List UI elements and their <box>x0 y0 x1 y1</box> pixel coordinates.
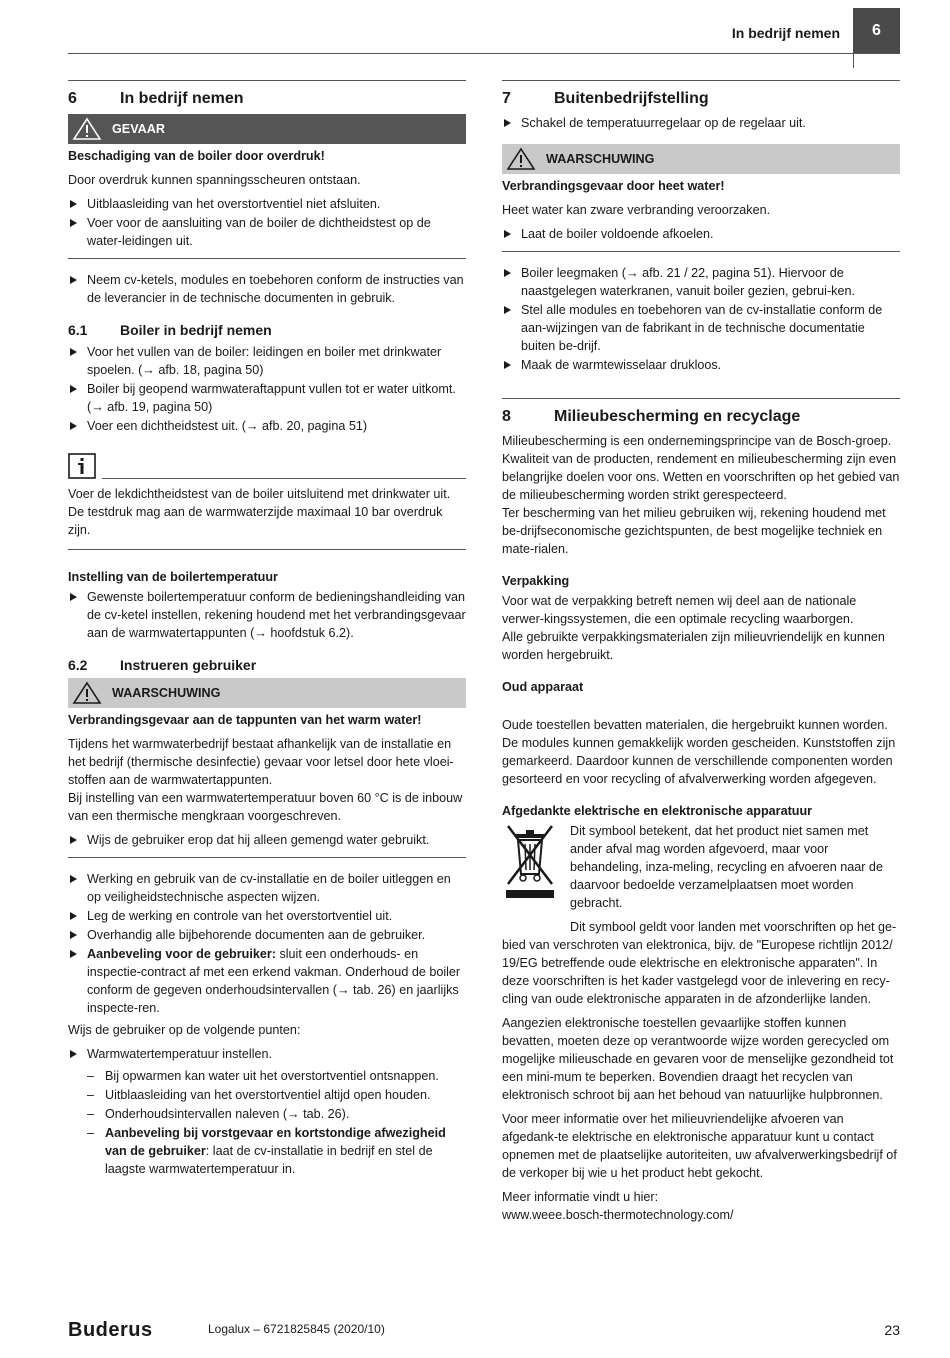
section-6-list <box>68 271 466 307</box>
warning-heading: Verbrandingsgevaar door heet water! <box>502 179 725 193</box>
temp-list <box>68 588 466 642</box>
list-item: Warmwatertemperatuur instellen. <box>68 1045 466 1063</box>
weee-symbol <box>502 822 570 918</box>
section-6 <box>68 80 466 108</box>
warning-bar <box>68 678 466 708</box>
list-item: Uitblaasleiding van het overstortventiel niet afsluiten. <box>68 195 466 213</box>
header-tick <box>853 54 854 68</box>
info-icon <box>68 453 96 479</box>
paragraph: Oude toestellen bevatten materialen, die hergebruikt kunnen worden. De modules kunnen gemakkelijk worden gescheiden. Kunststoffen zijn gemarkeerd. Daardoor kunnen de verschillende componenten worden gesorteerd en voor recycling of afvalverwerking worden afgegeven. <box>502 718 896 786</box>
sublist-item: – Aanbeveling bij vorstgevaar en kortstondige afwezigheid van de gebruiker: laat de cv-installatie in bedrijf en stel de laagste warmwatertemperatuur in. <box>87 1124 466 1178</box>
buderus-logo: Buderus <box>68 1319 153 1341</box>
warning-text: Heet water kan zware verbranding veroorzaken. <box>502 203 771 217</box>
packaging-heading: Verpakking <box>502 574 570 588</box>
left-column <box>68 80 466 1179</box>
list-item: Voer een dichtheidstest uit. (→ afb. 20, pagina 51) <box>68 417 466 435</box>
list-item: Voor het vullen van de boiler: leidingen en boiler met drinkwater spoelen. (→ afb. 18, pagina 50) <box>68 343 466 379</box>
header-rule <box>68 53 900 54</box>
weee-heading: Afgedankte elektrische en elektronische apparatuur <box>502 804 813 818</box>
points-list <box>68 1045 466 1063</box>
chapter-number-tab: 6 <box>853 8 900 54</box>
list-item: Gewenste boilertemperatuur conform de bedieningshandleiding van de cv-ketel instellen, rekening houdend met het verbrandingsgevaar aan de warmwatertappunten (→ hoofdstuk 6.2). <box>68 588 466 642</box>
sublist-item: – Uitblaasleiding van het overstortventiel altijd open houden. <box>87 1086 466 1104</box>
warning-text: Bij instelling van een warmwatertemperatuur boven 60 °C is de inbouw van een thermische mengkraan voorgeschreven. <box>68 791 463 823</box>
section-6-2-list <box>68 870 466 1017</box>
sublist-item: – Onderhoudsintervallen naleven (→ tab. 26). <box>87 1105 466 1123</box>
section-8 <box>502 398 900 426</box>
section-7-list <box>502 264 900 374</box>
list-item: Werking en gebruik van de cv-installatie en de boiler uitleggen en op veiligheidstechnische aspecten wijzen. <box>68 870 466 906</box>
danger-list <box>68 195 466 250</box>
paragraph: Aangezien elektronische toestellen gevaarlijke stoffen kunnen bevatten, moeten deze op verantwoorde wijze worden gerecycled om mogelijke milieuschade en gevaren voor de menselijke gezondheid tot een mini-mum te beperken. Bovendien draagt het recyclen van elektronisch schroot bij aan het behoud van natuurlijke hulpbronnen. <box>502 1016 894 1102</box>
warning-list <box>502 225 900 243</box>
list-item: Boiler leegmaken (→ afb. 21 / 22, pagina 51). Hiervoor de naastgelegen waterkranen, vanuit boiler gezien, gebrui-ken. <box>502 264 900 300</box>
section-6-1-heading: 6.1 Boiler in bedrijf nemen <box>68 322 272 338</box>
info-notice <box>68 485 466 550</box>
crossed-bin-icon <box>502 822 558 902</box>
danger-bar <box>68 114 466 144</box>
list-item: Boiler bij geopend warmwateraftappunt vullen tot er water uitkomt. (→ afb. 19, pagina 50) <box>68 380 466 416</box>
warning-triangle-icon <box>72 117 102 141</box>
paragraph: Dit symbool geldt voor landen met voorschriften op het ge-bied van verschroten van elektronica, bijv. de "Europese richtlijn 2012/ 19/EG betreffende oude elektrische en elektronische apparaten". In deze voorschriften is het kader vastgelegd voor de inlevering en recy-cling van oude elektronische apparaten in de afzonderlijke landen. <box>502 920 897 1006</box>
list-item: Aanbeveling voor de gebruiker: sluit een onderhouds- en inspectie-contract af met een erkend vakman. Onderhoud de boiler conform de gegeven onderhoudsintervallen (→ tab. 26) en jaarlijks inspecte-ren. <box>68 945 466 1017</box>
weee-url: www.weee.bosch-thermotechnology.com/ <box>502 1208 734 1222</box>
list-item: Stel alle modules en toebehoren van de cv-installatie conform de aan-wijzingen van de fabrikant in de technische documentatie buiten be-drijf. <box>502 301 900 355</box>
section-heading: 8 Milieubescherming en recyclage <box>502 408 801 425</box>
paragraph: Dit symbool betekent, dat het product niet samen met ander afval mag worden afgevoerd, maar voor behandeling, inza-meling, recycling en afvoeren naar de daarvoor bedoelde verzamelplaatsen moet worden gebracht. <box>570 824 883 910</box>
danger-label: GEVAAR <box>112 122 165 136</box>
sublist-item: – Bij opwarmen kan water uit het overstortventiel ontsnappen. <box>87 1067 466 1085</box>
list-item: Voer voor de aansluiting van de boiler de dichtheidstest op de water-leidingen uit. <box>68 214 466 250</box>
section-7-first-list <box>502 114 900 132</box>
list-item: Leg de werking en controle van het overstortventiel uit. <box>68 907 466 925</box>
section-heading: 6 In bedrijf nemen <box>68 90 244 107</box>
paragraph: Voor wat de verpakking betreft nemen wij deel aan de nationale verwer-kingssystemen, die een optimale recycling waarborgen. <box>502 594 857 626</box>
list-item: Maak de warmtewisselaar drukloos. <box>502 356 900 374</box>
info-header <box>68 453 466 479</box>
points-sublist <box>68 1067 466 1178</box>
list-item: Schakel de temperatuurregelaar op de regelaar uit. <box>502 114 900 132</box>
section-7 <box>502 80 900 108</box>
section-6-1-list <box>68 343 466 435</box>
section-heading: 7 Buitenbedrijfstelling <box>502 90 709 107</box>
page-number: 23 <box>884 1322 900 1338</box>
warning-notice <box>502 144 900 252</box>
danger-text: Door overdruk kunnen spanningsscheuren ontstaan. <box>68 173 361 187</box>
warning-label: WAARSCHUWING <box>546 152 655 166</box>
right-column <box>502 80 900 1230</box>
list-item: Wijs de gebruiker erop dat hij alleen gemengd water gebruikt. <box>68 831 466 849</box>
list-item: Neem cv-ketels, modules en toebehoren conform de instructies van de leverancier in de technische documenten in gebruik. <box>68 271 466 307</box>
running-header-title: In bedrijf nemen <box>731 25 840 41</box>
temp-heading: Instelling van de boilertemperatuur <box>68 570 278 584</box>
weee-block <box>502 822 900 918</box>
document-reference: Logalux – 6721825845 (2020/10) <box>208 1322 385 1336</box>
warning-label: WAARSCHUWING <box>112 686 221 700</box>
paragraph: Meer informatie vindt u hier: <box>502 1190 659 1204</box>
list-item: Laat de boiler voldoende afkoelen. <box>502 225 900 243</box>
section-6-2-heading: 6.2 Instrueren gebruiker <box>68 657 257 673</box>
paragraph: Alle gebruikte verpakkingsmaterialen zijn milieuvriendelijk en kunnen worden hergebruikt. <box>502 630 885 662</box>
warning-list <box>68 831 466 849</box>
list-item: Overhandig alle bijbehorende documenten aan de gebruiker. <box>68 926 466 944</box>
warning-triangle-icon <box>72 681 102 705</box>
points-intro: Wijs de gebruiker op de volgende punten: <box>68 1023 301 1037</box>
paragraph: Milieubescherming is een ondernemingsprincipe van de Bosch-groep. Kwaliteit van de producten, rendement en milieubescherming zijn even belangrijke doelen voor ons. Wetten en voorschriften op het gebied van de milieubescherming worden strikt gerespecteerd. <box>502 434 900 502</box>
old-device-heading: Oud apparaat <box>502 680 584 694</box>
info-text: Voer de lekdichtheidstest van de boiler uitsluitend met drinkwater uit. De testdruk mag aan de warmwaterzijde maximaal 10 bar overdruk zijn. <box>68 487 451 537</box>
warning-triangle-icon <box>506 147 536 171</box>
danger-notice <box>68 114 466 259</box>
paragraph: Ter bescherming van het milieu gebruiken wij, rekening houdend met be-drijfseconomische gezichtspunten, de best mogelijke techniek en mate-rialen. <box>502 506 886 556</box>
danger-heading: Beschadiging van de boiler door overdruk! <box>68 149 325 163</box>
warning-bar <box>502 144 900 174</box>
paragraph: Voor meer informatie over het milieuvriendelijke afvoeren van afgedank-te elektrische en elektronische apparatuur kunt u contact opnemen met de plaatselijke autoriteiten, uw afvalverwerkingsbedrijf of de verkoper bij wie u het product hebt gekocht. <box>502 1112 897 1180</box>
warning-text: Tijdens het warmwaterbedrijf bestaat afhankelijk van de installatie en het bedrijf (thermische desinfectie) gevaar voor letsel door hete vloei-stoffen aan de warmwatertappunten. <box>68 737 454 787</box>
warning-notice <box>68 678 466 858</box>
warning-heading: Verbrandingsgevaar aan de tappunten van het warm water! <box>68 713 422 727</box>
